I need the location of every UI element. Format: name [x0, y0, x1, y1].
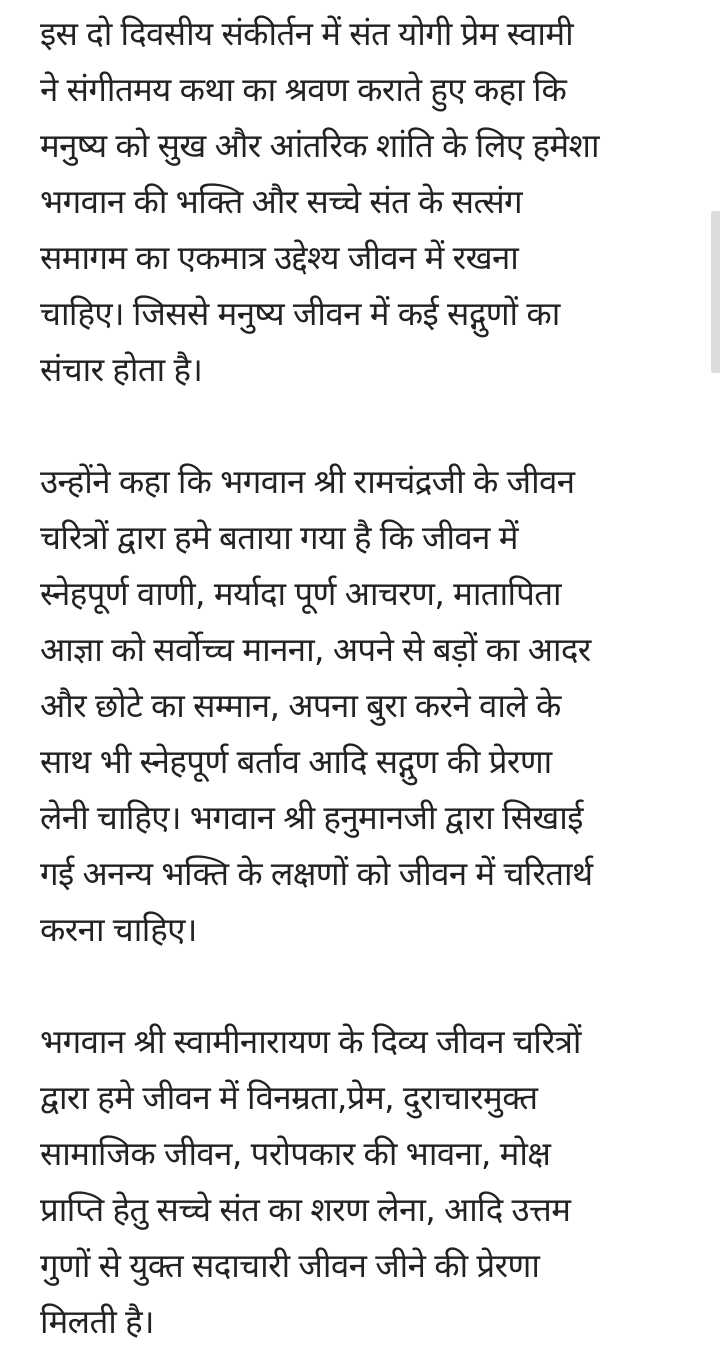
text-line: आज्ञा को सर्वोच्च मानना, अपने से बड़ों का आदर	[40, 630, 591, 669]
text-line: करना चाहिए।	[40, 910, 197, 949]
paragraph-3	[40, 1014, 690, 1350]
text-line: ने संगीतमय कथा का श्रवण कराते हुए कहा कि	[40, 70, 567, 109]
text-line: मिलती है।	[40, 1302, 154, 1341]
text-line: द्वारा हमे जीवन में विनम्रता,प्रेम, दुराचारमुक्त	[40, 1078, 538, 1117]
text-line: प्राप्ति हेतु सच्चे संत का शरण लेना, आदि उत्तम	[40, 1190, 571, 1229]
scrollbar-thumb[interactable]	[711, 211, 720, 373]
text-line: गुणों से युक्त सदाचारी जीवन जीने की प्रेरणा	[40, 1246, 540, 1285]
text-line: स्नेहपूर्ण वाणी, मर्यादा पूर्ण आचरण, मातापिता	[40, 574, 561, 613]
text-line: सामाजिक जीवन, परोपकार की भावना, मोक्ष	[40, 1134, 551, 1173]
text-line: मनुष्य को सुख और आंतरिक शांति के लिए हमेशा	[40, 126, 599, 165]
text-line: भगवान श्री स्वामीनारायण के दिव्य जीवन चरित्रों	[40, 1022, 581, 1061]
text-line: भगवान की भक्ति और सच्चे संत के सत्संग	[40, 182, 523, 221]
text-line: समागम का एकमात्र उद्देश्य जीवन में रखना	[40, 238, 519, 277]
paragraph-1	[40, 6, 690, 398]
text-line: चरित्रों द्वारा हमे बताया गया है कि जीवन में	[40, 518, 518, 557]
text-line: उन्होंने कहा कि भगवान श्री रामचंद्रजी के जीवन	[40, 462, 575, 501]
text-line: इस दो दिवसीय संकीर्तन में संत योगी प्रेम स्वामी	[40, 14, 574, 53]
text-line: संचार होता है।	[40, 350, 203, 389]
text-line: गई अनन्य भक्ति के लक्षणों को जीवन में चरितार्थ	[40, 854, 593, 893]
text-line: साथ भी स्नेहपूर्ण बर्ताव आदि सद्गुण की प्रेरणा	[40, 742, 552, 781]
article-body	[40, 6, 690, 1350]
text-line: और छोटे का सम्मान, अपना बुरा करने वाले के	[40, 686, 561, 725]
text-line: चाहिए। जिससे मनुष्य जीवन में कई सद्गुणों का	[40, 294, 560, 333]
paragraph-2	[40, 454, 690, 958]
text-line: लेनी चाहिए। भगवान श्री हनुमानजी द्वारा सिखाई	[40, 798, 583, 837]
